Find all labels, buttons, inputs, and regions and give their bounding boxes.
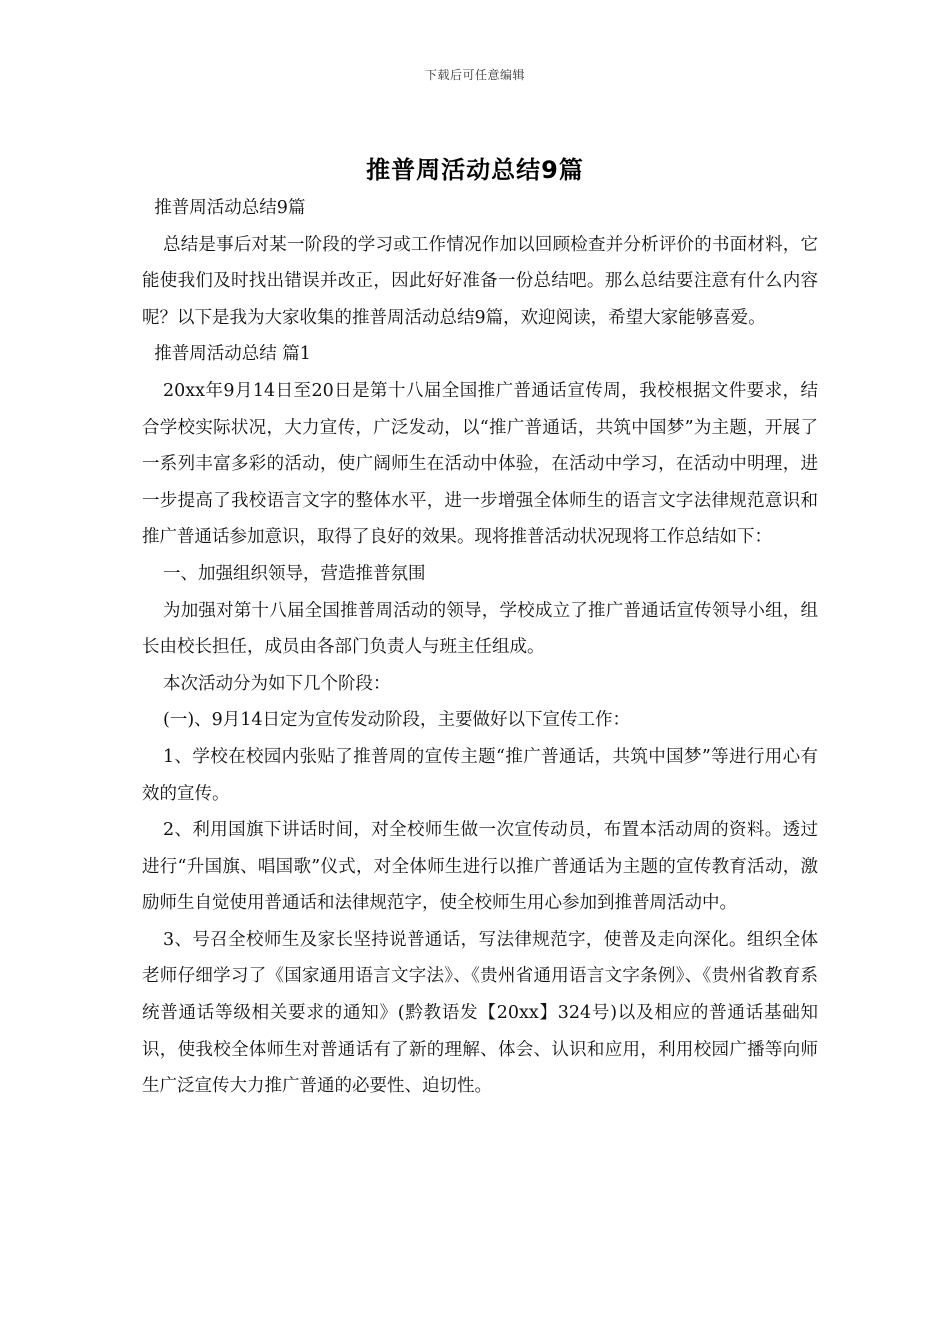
document-title: 推普周活动总结9篇: [366, 156, 584, 184]
header-note: 下载后可任意编辑: [424, 68, 525, 82]
body-paragraph: 2、利用国旗下讲话时间，对全校师生做一次宣传动员，布置本活动周的资料。透过进行“升国旗、唱国歌”仪式，对全体师生进行以推广普通话为主题的宣传教育活动，激励师生自觉使用普通话和法律规范字，使全校师生用心参加到推普周活动中。: [142, 820, 818, 914]
section-heading: 推普周活动总结 篇1: [154, 344, 311, 365]
subtitle-paragraph: 推普周活动总结9篇: [154, 198, 306, 218]
section-heading: 一、加强组织领导，营造推普氛围: [163, 563, 426, 584]
body-paragraph: 本次活动分为如下几个阶段：: [163, 673, 391, 694]
intro-paragraph: 总结是事后对某一阶段的学习或工作情况作加以回顾检查并分析评价的书面材料，它能使我们及时找出错误并改正，因此好好准备一份总结吧。那么总结要注意有什么内容呢？以下是我为大家收集的推普周活动总结9篇，欢迎阅读，希望大家能够喜爱。: [142, 234, 818, 328]
body-paragraph: 3、号召全校师生及家长坚持说普通话，写法律规范字，使普及走向深化。组织全体老师仔细学习了《国家通用语言文字法》、《贵州省通用语言文字条例》、《贵州省教育系统普通话等级相关要求的通知》(黔教语发【20xx】324号)以及相应的普通话基础知识，使我校全体师生对普通话有了新的理解、体会、认识和应用，利用校园广播等向师生广泛宣传大力推广普通的必要性、迫切性。: [142, 929, 818, 1097]
body-paragraph: 为加强对第十八届全国推普周活动的领导，学校成立了推广普通话宣传领导小组，组长由校长担任，成员由各部门负责人与班主任组成。: [142, 600, 818, 658]
body-paragraph: 1、学校在校园内张贴了推普周的宣传主题“推广普通话，共筑中国梦”等进行用心有效的宣传。: [142, 746, 818, 804]
document-body: [142, 190, 818, 1105]
body-paragraph: 20xx年9月14日至20日是第十八届全国推广普通话宣传周，我校根据文件要求，结合学校实际状况，大力宣传，广泛发动，以“推广普通话，共筑中国梦”为主题，开展了一系列丰富多彩的活动，使广阔师生在活动中体验，在活动中学习，在活动中明理，进一步提高了我校语言文字的整体水平，进一步增强全体师生的语言文字法律规范意识和推广普通话参加意识，取得了良好的效果。现将推普活动状况现将工作总结如下：: [142, 380, 818, 548]
body-paragraph: (一)、9月14日定为宣传发动阶段，主要做好以下宣传工作：: [163, 710, 631, 731]
